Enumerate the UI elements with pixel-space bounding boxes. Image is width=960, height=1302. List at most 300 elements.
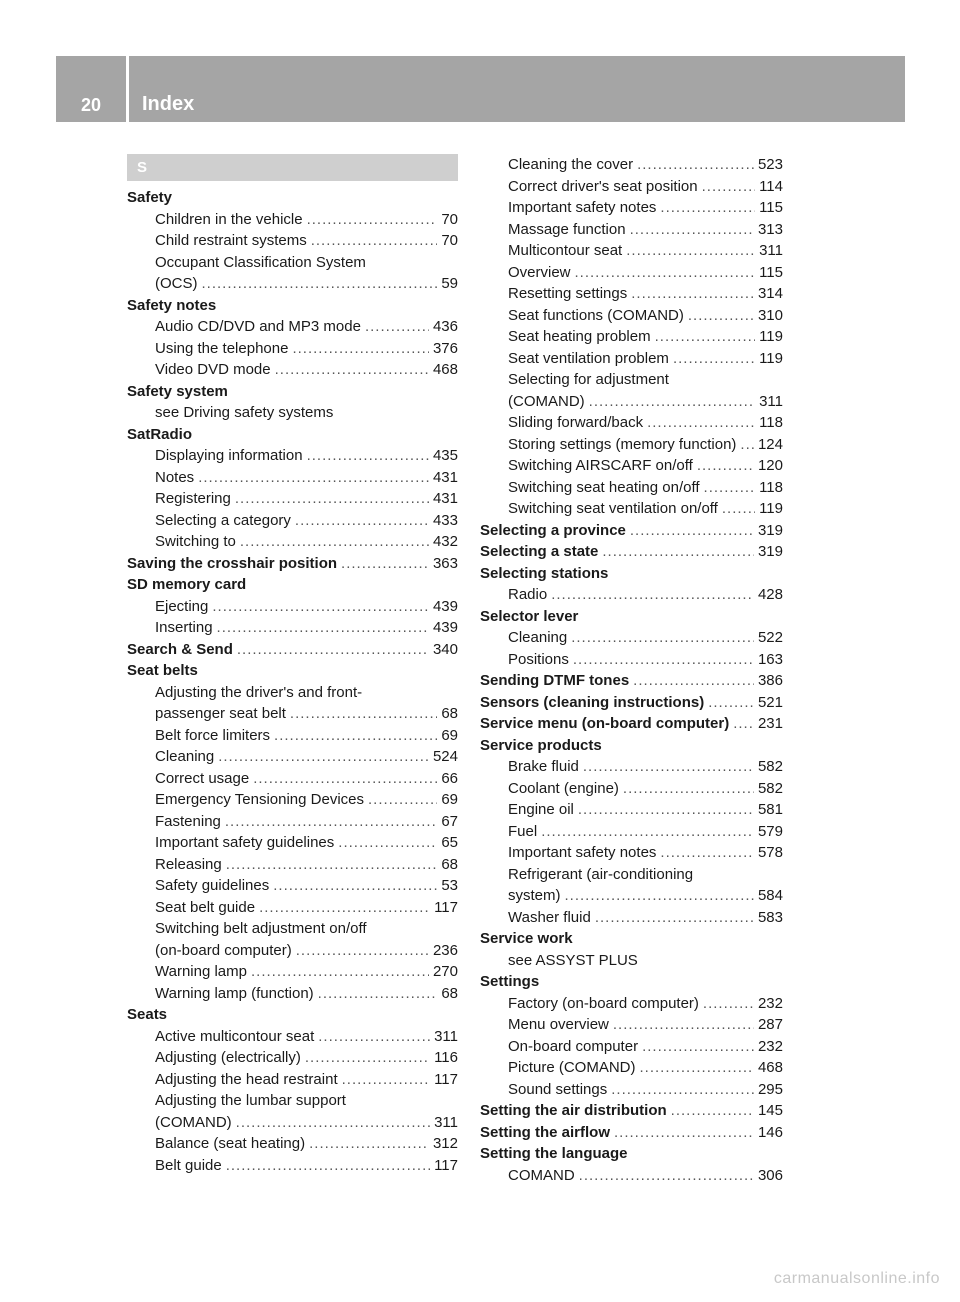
dot-leader xyxy=(702,176,755,198)
entry-text: Selecting a province xyxy=(480,521,626,539)
index-subentry xyxy=(127,1090,458,1112)
dot-leader xyxy=(218,746,429,768)
index-heading xyxy=(480,606,783,628)
dot-leader xyxy=(655,326,755,348)
page-reference: 115 xyxy=(759,199,783,216)
page-reference: 376 xyxy=(432,339,458,357)
index-heading xyxy=(127,295,458,317)
index-heading xyxy=(480,670,783,692)
index-subentry xyxy=(127,510,458,532)
index-subentry xyxy=(480,391,783,413)
dot-leader xyxy=(611,1079,754,1101)
entry-text: Emergency Tensioning Devices xyxy=(155,791,364,808)
index-subentry xyxy=(480,197,783,219)
page-reference: 146 xyxy=(757,1123,783,1141)
dot-leader xyxy=(235,488,429,510)
index-heading xyxy=(127,660,458,682)
index-subentry xyxy=(127,273,458,295)
entry-text: Fuel xyxy=(508,822,538,840)
entry-text: Coolant (engine) xyxy=(508,779,619,797)
entry-text: On-board computer xyxy=(508,1037,639,1055)
index-subentry xyxy=(127,897,458,919)
entry-text: Radio xyxy=(508,586,548,603)
entry-text: Adjusting the head restraint xyxy=(155,1070,338,1088)
entry-text: Warning lamp xyxy=(155,963,247,980)
dot-leader xyxy=(541,821,754,843)
index-subentry xyxy=(480,219,783,241)
entry-text: Safety system xyxy=(127,382,228,400)
page-reference: 117 xyxy=(434,1070,458,1088)
page-reference: 431 xyxy=(432,490,458,507)
page-reference: 232 xyxy=(757,1037,783,1055)
entry-text: Sending DTMF tones xyxy=(480,672,630,689)
page-reference: 70 xyxy=(441,232,458,249)
entry-text: Cleaning xyxy=(155,748,215,765)
entry-text: Warning lamp (function) xyxy=(155,984,314,1002)
dot-leader xyxy=(740,434,754,456)
page-reference: 386 xyxy=(757,672,783,689)
index-heading xyxy=(127,574,458,596)
entry-text: Important safety notes xyxy=(508,199,657,216)
entry-text: Fastening xyxy=(155,812,221,830)
entry-text: SD memory card xyxy=(127,576,247,593)
dot-leader xyxy=(202,273,438,295)
index-subentry xyxy=(480,240,783,262)
entry-text: Selecting a state xyxy=(480,543,599,560)
entry-text: Inserting xyxy=(155,619,213,636)
dot-leader xyxy=(633,670,754,692)
index-heading xyxy=(480,735,783,757)
page-reference: 66 xyxy=(441,769,458,787)
entry-text: Belt guide xyxy=(155,1156,222,1174)
entry-text: Ejecting xyxy=(155,597,209,615)
dot-leader xyxy=(296,940,429,962)
dot-leader xyxy=(253,768,437,790)
entry-text: (COMAND) xyxy=(508,392,585,410)
page-reference: 68 xyxy=(441,705,458,722)
entry-text: Belt force limiters xyxy=(155,726,271,744)
dot-leader xyxy=(307,209,438,231)
page-reference: 312 xyxy=(432,1135,458,1152)
entry-text: Seat ventilation problem xyxy=(508,349,669,367)
entry-text: Engine oil xyxy=(508,801,574,818)
dot-leader xyxy=(237,639,429,661)
entry-text: Seat functions (COMAND) xyxy=(508,306,684,324)
entry-text: system) xyxy=(508,887,561,904)
page-reference: 119 xyxy=(759,349,783,367)
page-reference: 114 xyxy=(759,177,783,195)
entry-text: (COMAND) xyxy=(155,1113,232,1131)
dot-leader xyxy=(697,455,754,477)
entry-text: Adjusting (electrically) xyxy=(155,1049,301,1066)
header-divider xyxy=(126,56,129,122)
page-reference: 119 xyxy=(759,328,783,345)
page-reference: 319 xyxy=(757,521,783,539)
entry-text: SatRadio xyxy=(127,425,193,443)
dot-leader xyxy=(295,510,429,532)
dot-leader xyxy=(637,154,754,176)
page-reference: 523 xyxy=(757,156,783,173)
dot-leader xyxy=(305,1047,430,1069)
entry-text: (on-board computer) xyxy=(155,941,292,959)
entry-text: Selecting for adjustment xyxy=(508,371,669,388)
index-subentry xyxy=(480,1036,783,1058)
entry-text: Cleaning the cover xyxy=(508,156,634,173)
dot-leader xyxy=(251,961,429,983)
page-reference: 236 xyxy=(432,941,458,959)
entry-text: Resetting settings xyxy=(508,285,628,302)
index-subentry xyxy=(480,950,783,972)
page-reference: 295 xyxy=(757,1080,783,1098)
page-reference: 145 xyxy=(757,1102,783,1119)
page-reference: 59 xyxy=(441,275,458,292)
entry-text: Massage function xyxy=(508,220,626,238)
entry-text: Safety guidelines xyxy=(155,877,270,894)
entry-text: Balance (seat heating) xyxy=(155,1135,306,1152)
dot-leader xyxy=(551,584,754,606)
index-subentry xyxy=(127,918,458,940)
index-subentry xyxy=(480,154,783,176)
entry-text: Notes xyxy=(155,468,195,486)
entry-text: Switching belt adjustment on/off xyxy=(155,920,367,937)
dot-leader xyxy=(575,262,756,284)
index-heading xyxy=(127,553,458,575)
dot-leader xyxy=(660,842,754,864)
index-subentry xyxy=(480,1014,783,1036)
dot-leader xyxy=(623,778,754,800)
dot-leader xyxy=(226,1155,430,1177)
dot-leader xyxy=(602,541,754,563)
page-reference: 53 xyxy=(441,877,458,894)
index-heading xyxy=(480,713,783,735)
dot-leader xyxy=(631,283,754,305)
entry-text: Positions xyxy=(508,650,569,668)
index-heading xyxy=(127,187,458,209)
dot-leader xyxy=(660,197,755,219)
index-subentry xyxy=(127,832,458,854)
page-reference: 435 xyxy=(432,447,458,464)
page-reference: 582 xyxy=(757,758,783,775)
entry-text: Sound settings xyxy=(508,1080,608,1098)
page-reference: 67 xyxy=(441,812,458,830)
entry-text: COMAND xyxy=(508,1166,575,1184)
page-reference: 116 xyxy=(434,1049,458,1066)
entry-text: Switching seat heating on/off xyxy=(508,478,700,496)
dot-leader xyxy=(273,875,437,897)
entry-text: Multicontour seat xyxy=(508,242,623,259)
page-reference: 432 xyxy=(432,533,458,550)
index-subentry xyxy=(480,993,783,1015)
dot-leader xyxy=(290,703,437,725)
page-reference: 363 xyxy=(432,554,458,572)
index-subentry xyxy=(127,209,458,231)
dot-leader xyxy=(259,897,430,919)
page-reference: 578 xyxy=(757,844,783,861)
entry-text: see ASSYST PLUS xyxy=(508,951,638,969)
page-reference: 118 xyxy=(759,478,783,496)
index-subentry xyxy=(480,498,783,520)
entry-text: Registering xyxy=(155,490,231,507)
entry-text: Sensors (cleaning instructions) xyxy=(480,693,705,711)
page-reference: 124 xyxy=(757,435,783,453)
dot-leader xyxy=(614,1122,754,1144)
page-reference: 270 xyxy=(432,963,458,980)
dot-leader xyxy=(225,811,437,833)
entry-text: Using the telephone xyxy=(155,339,289,357)
page-number: 20 xyxy=(80,95,102,115)
page-reference: 69 xyxy=(441,791,458,808)
entry-text: Switching AIRSCARF on/off xyxy=(508,457,693,474)
index-subentry xyxy=(127,961,458,983)
dot-leader xyxy=(318,1026,430,1048)
dot-leader xyxy=(630,520,754,542)
page-reference: 311 xyxy=(759,242,783,259)
page-reference: 311 xyxy=(434,1113,458,1131)
entry-text: Setting the airflow xyxy=(480,1123,611,1141)
entry-text: Switching seat ventilation on/off xyxy=(508,500,718,517)
entry-text: Setting the air distribution xyxy=(480,1102,667,1119)
index-subentry xyxy=(480,1165,783,1187)
entry-text: Brake fluid xyxy=(508,758,579,775)
page-reference: 313 xyxy=(757,220,783,238)
page-reference: 524 xyxy=(432,748,458,765)
page-reference: 68 xyxy=(441,984,458,1002)
index-subentry xyxy=(127,789,458,811)
dot-leader xyxy=(311,230,438,252)
index-subentry xyxy=(480,1079,783,1101)
index-subentry xyxy=(480,348,783,370)
entry-text: passenger seat belt xyxy=(155,705,286,722)
entry-text: Service work xyxy=(480,930,573,947)
index-heading xyxy=(127,639,458,661)
entry-text: Storing settings (memory function) xyxy=(508,435,737,453)
dot-leader xyxy=(212,596,429,618)
page-reference: 117 xyxy=(434,898,458,916)
entry-text: Service products xyxy=(480,736,602,754)
index-subentry xyxy=(480,864,783,886)
index-column-right xyxy=(480,154,783,1186)
index-heading xyxy=(480,692,783,714)
entry-text: Displaying information xyxy=(155,447,303,464)
entry-text: Washer fluid xyxy=(508,908,591,926)
page-reference: 119 xyxy=(759,500,783,517)
index-subentry xyxy=(127,682,458,704)
index-heading xyxy=(480,563,783,585)
entry-text: Seats xyxy=(127,1006,168,1023)
index-entries-left xyxy=(127,187,458,1176)
dot-leader xyxy=(565,885,754,907)
dot-leader xyxy=(589,391,755,413)
dot-leader xyxy=(595,907,754,929)
entry-text: Settings xyxy=(480,973,540,990)
entry-text: Picture (COMAND) xyxy=(508,1059,636,1076)
index-column-left xyxy=(127,154,458,1176)
dot-leader xyxy=(338,832,437,854)
page-reference: 69 xyxy=(441,726,458,744)
index-subentry xyxy=(127,1133,458,1155)
index-subentry xyxy=(480,756,783,778)
entry-text: Switching to xyxy=(155,533,236,550)
page-title: Index xyxy=(142,93,195,115)
index-subentry xyxy=(127,402,458,424)
dot-leader xyxy=(630,219,754,241)
index-subentry xyxy=(127,531,458,553)
index-heading xyxy=(480,1143,783,1165)
entry-text: Seat heating problem xyxy=(508,328,651,345)
section-letter: S xyxy=(127,154,458,181)
index-subentry xyxy=(480,326,783,348)
entry-text: Seat belt guide xyxy=(155,898,256,916)
page-reference: 68 xyxy=(441,855,458,873)
dot-leader xyxy=(583,756,754,778)
page-reference: 319 xyxy=(757,543,783,560)
page-reference: 163 xyxy=(757,650,783,668)
page-reference: 433 xyxy=(432,511,458,529)
index-subentry xyxy=(480,283,783,305)
page-reference: 311 xyxy=(759,392,783,410)
page-reference: 311 xyxy=(434,1027,458,1045)
index-subentry xyxy=(127,875,458,897)
entry-text: Correct driver's seat position xyxy=(508,177,698,195)
entry-text: Service menu (on-board computer) xyxy=(480,715,730,732)
page-reference: 118 xyxy=(759,414,783,431)
index-subentry xyxy=(480,649,783,671)
page-reference: 231 xyxy=(757,715,783,732)
page-reference: 306 xyxy=(757,1166,783,1184)
entry-text: Correct usage xyxy=(155,769,250,787)
page-reference: 468 xyxy=(757,1059,783,1076)
index-subentry xyxy=(127,445,458,467)
entry-text: Audio CD/DVD and MP3 mode xyxy=(155,318,361,335)
dot-leader xyxy=(626,240,755,262)
entry-text: Safety notes xyxy=(127,296,217,314)
entry-text: Seat belts xyxy=(127,662,198,679)
index-subentry xyxy=(127,488,458,510)
entry-text: Selector lever xyxy=(480,607,579,625)
page-reference: 584 xyxy=(757,887,783,904)
index-subentry xyxy=(127,811,458,833)
dot-leader xyxy=(708,692,754,714)
page-reference: 314 xyxy=(757,285,783,302)
index-subentry xyxy=(480,477,783,499)
index-subentry xyxy=(480,584,783,606)
page-reference: 579 xyxy=(757,822,783,840)
index-subentry xyxy=(480,799,783,821)
index-subentry xyxy=(480,176,783,198)
page-reference: 287 xyxy=(757,1016,783,1033)
page-reference: 582 xyxy=(757,779,783,797)
entry-text: Releasing xyxy=(155,855,222,873)
page-header xyxy=(56,56,905,122)
page-reference: 117 xyxy=(434,1156,458,1174)
index-heading xyxy=(480,520,783,542)
page-reference: 70 xyxy=(441,210,458,228)
dot-leader xyxy=(579,1165,754,1187)
dot-leader xyxy=(309,1133,429,1155)
index-subentry xyxy=(127,746,458,768)
dot-leader xyxy=(647,412,755,434)
dot-leader xyxy=(226,854,438,876)
index-heading xyxy=(480,971,783,993)
index-subentry xyxy=(480,627,783,649)
dot-leader xyxy=(571,627,754,649)
dot-leader xyxy=(704,477,756,499)
entry-text: Sliding forward/back xyxy=(508,414,644,431)
entry-text: Factory (on-board computer) xyxy=(508,994,699,1012)
index-subentry xyxy=(480,778,783,800)
index-subentry xyxy=(127,854,458,876)
index-entries-right xyxy=(480,154,783,1186)
entry-text: (OCS) xyxy=(155,275,198,292)
entry-text: Adjusting the lumbar support xyxy=(155,1092,346,1109)
index-subentry xyxy=(127,230,458,252)
entry-text: Adjusting the driver's and front- xyxy=(155,683,363,701)
dot-leader xyxy=(292,338,429,360)
dot-leader xyxy=(722,498,755,520)
page-reference: 431 xyxy=(432,468,458,486)
page-reference: 310 xyxy=(757,306,783,324)
entry-text: Active multicontour seat xyxy=(155,1027,315,1045)
entry-text: Setting the language xyxy=(480,1145,628,1162)
page-reference: 428 xyxy=(757,586,783,603)
watermark: carmanualsonline.info xyxy=(773,1270,940,1287)
dot-leader xyxy=(198,467,429,489)
index-subentry xyxy=(127,338,458,360)
dot-leader xyxy=(318,983,438,1005)
page-reference: 581 xyxy=(757,801,783,818)
entry-text: Important safety guidelines xyxy=(155,834,335,851)
index-subentry xyxy=(127,596,458,618)
index-subentry xyxy=(127,1026,458,1048)
page-reference: 65 xyxy=(441,834,458,851)
dot-leader xyxy=(240,531,429,553)
index-subentry xyxy=(480,434,783,456)
entry-text: Selecting stations xyxy=(480,564,609,582)
index-subentry xyxy=(480,412,783,434)
entry-text: Occupant Classification System xyxy=(155,253,366,271)
page-reference: 583 xyxy=(757,908,783,926)
dot-leader xyxy=(703,993,754,1015)
index-subentry xyxy=(480,842,783,864)
index-subentry xyxy=(480,885,783,907)
dot-leader xyxy=(642,1036,754,1058)
dot-leader xyxy=(236,1112,430,1134)
index-subentry xyxy=(127,1069,458,1091)
index-subentry xyxy=(127,316,458,338)
dot-leader xyxy=(673,348,755,370)
index-heading xyxy=(127,381,458,403)
page-reference: 439 xyxy=(432,619,458,636)
index-subentry xyxy=(127,1047,458,1069)
index-heading xyxy=(127,424,458,446)
dot-leader xyxy=(688,305,754,327)
index-subentry xyxy=(127,467,458,489)
index-subentry xyxy=(127,768,458,790)
dot-leader xyxy=(342,1069,430,1091)
page-reference: 232 xyxy=(757,994,783,1012)
index-subentry xyxy=(480,369,783,391)
index-subentry xyxy=(127,252,458,274)
entry-text: Saving the crosshair position xyxy=(127,554,338,572)
page-reference: 521 xyxy=(757,693,783,711)
index-subentry xyxy=(127,359,458,381)
entry-text: Menu overview xyxy=(508,1016,609,1033)
index-subentry xyxy=(127,1112,458,1134)
dot-leader xyxy=(733,713,754,735)
dot-leader xyxy=(217,617,429,639)
index-subentry xyxy=(480,907,783,929)
dot-leader xyxy=(275,359,429,381)
